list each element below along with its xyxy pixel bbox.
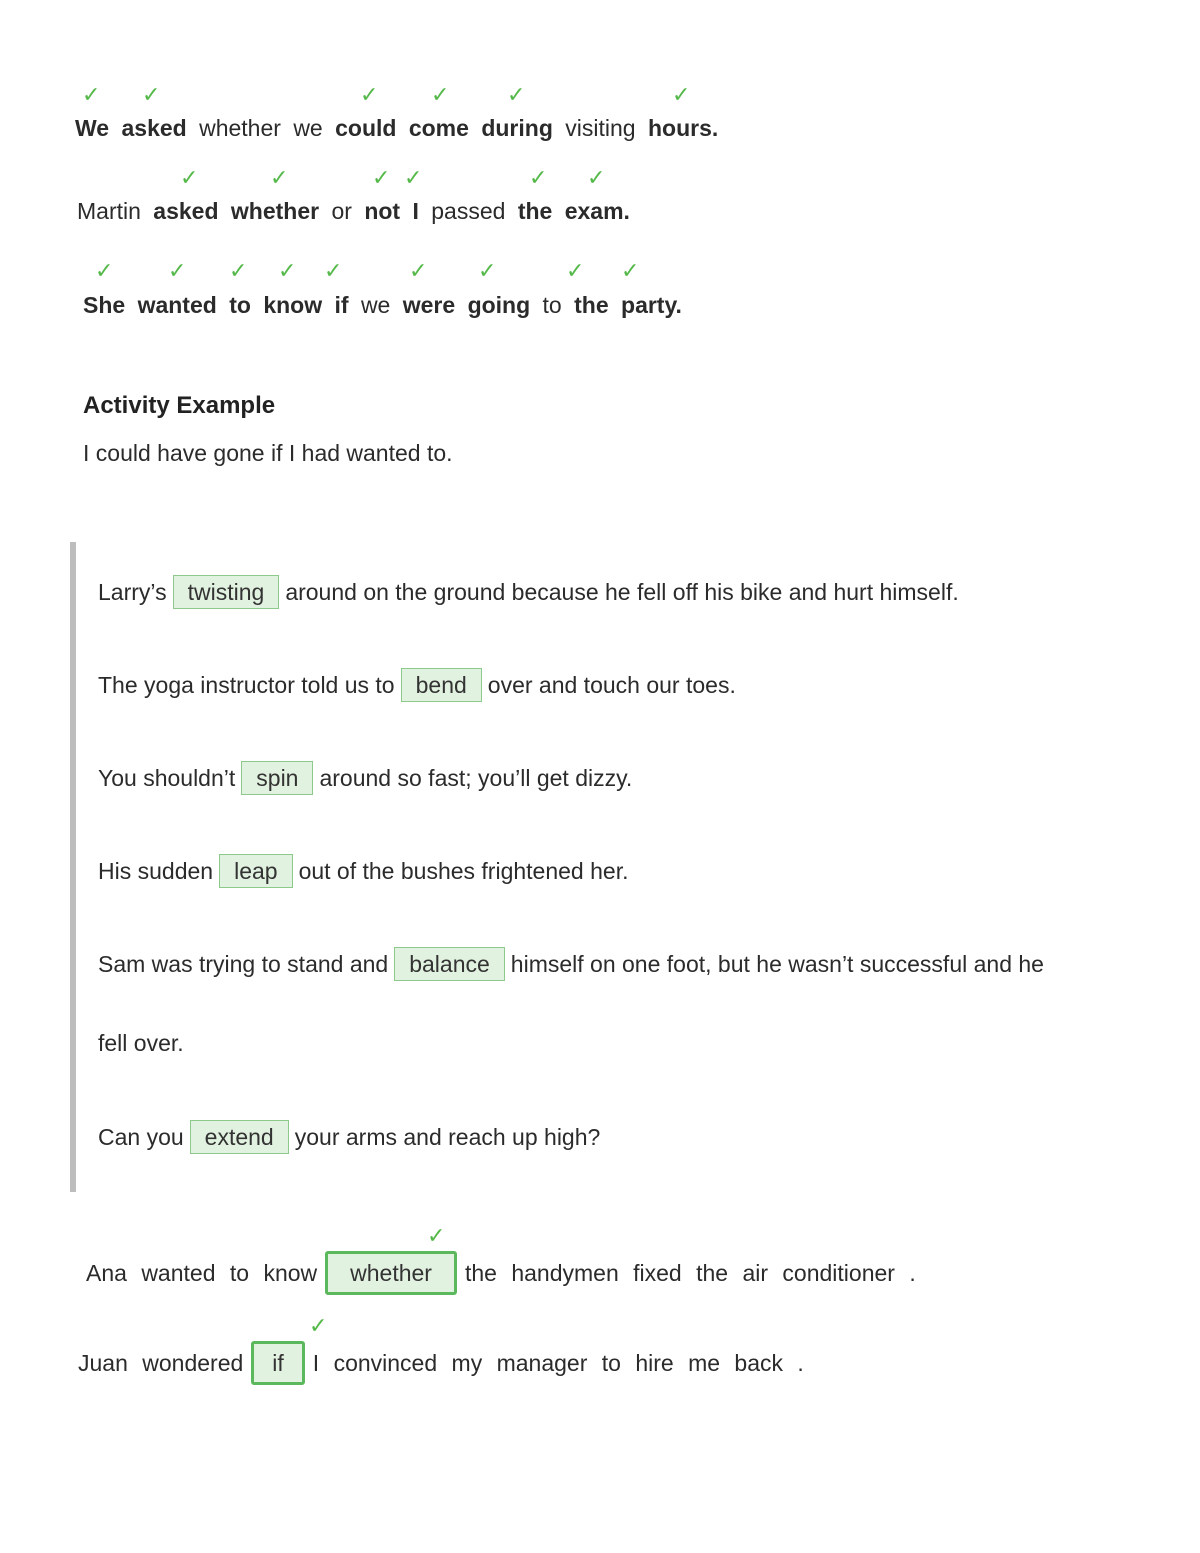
word: party.: [621, 292, 682, 318]
word: we: [293, 115, 323, 141]
activity-sentence: I could have gone if I had wanted to.: [83, 440, 453, 466]
sentence-after: over and touch our toes.: [487, 672, 736, 698]
sentence-before: Sam was trying to stand and: [98, 951, 389, 977]
word: were: [402, 292, 456, 318]
quote-sentence: [98, 854, 628, 888]
answer-box[interactable]: balance: [394, 947, 505, 981]
check-icon: ✓: [142, 82, 161, 107]
word: passed: [431, 198, 506, 224]
check-icon: ✓: [478, 258, 497, 283]
check-icon: ✓: [529, 165, 548, 190]
word: come: [408, 115, 469, 141]
sentence-before: You shouldn’t: [98, 765, 236, 791]
answer-box[interactable]: spin: [241, 761, 313, 795]
sentence-after: around so fast; you’ll get dizzy.: [319, 765, 633, 791]
sentence-before: Can you: [98, 1124, 184, 1150]
sentence-before: Ana wanted to know: [86, 1260, 318, 1286]
sentence-text: [75, 113, 724, 143]
quote-sentence: [98, 761, 632, 795]
check-icon: ✓: [427, 1223, 446, 1248]
word: to: [229, 292, 251, 318]
word: could: [335, 115, 397, 141]
quote-sentence: [98, 947, 1044, 981]
sentence-before: His sudden: [98, 858, 214, 884]
check-icon: ✓: [587, 165, 606, 190]
check-icon: ✓: [372, 165, 391, 190]
sentence-after: himself on one foot, but he wasn’t successful and he: [510, 951, 1044, 977]
sentence-after: out of the bushes frightened her.: [298, 858, 629, 884]
check-icon: ✓: [672, 82, 691, 107]
check-icon: ✓: [309, 1313, 328, 1338]
check-icon: ✓: [180, 165, 199, 190]
word: We: [75, 115, 110, 141]
sentence-after: I convinced my manager to hire me back .: [312, 1350, 804, 1376]
check-icon: ✓: [360, 82, 379, 107]
word: visiting: [565, 115, 636, 141]
word: whether: [230, 198, 320, 224]
answer-box[interactable]: whether: [325, 1251, 457, 1295]
answer-sentence: [78, 1341, 804, 1385]
word: we: [360, 292, 391, 318]
sentence-text: [77, 196, 636, 226]
sentence-after: the handymen fixed the air conditioner .: [464, 1260, 916, 1286]
word: know: [263, 292, 323, 318]
sentence-after: your arms and reach up high?: [294, 1124, 601, 1150]
quote-bar: [70, 542, 76, 1192]
answer-sentence: [86, 1251, 916, 1295]
quote-sentence: [98, 575, 959, 609]
answer-box[interactable]: leap: [219, 854, 292, 888]
check-icon: ✓: [82, 82, 101, 107]
check-icon: ✓: [168, 258, 187, 283]
check-icon: ✓: [270, 165, 289, 190]
quote-sentence: [98, 1120, 600, 1154]
word: wanted: [137, 292, 217, 318]
word: I: [412, 198, 419, 224]
answer-box[interactable]: twisting: [173, 575, 280, 609]
sentence-before: Larry’s: [98, 579, 167, 605]
word: going: [467, 292, 531, 318]
word: She: [83, 292, 126, 318]
sentence-text: [83, 290, 688, 320]
activity-heading: Activity Example: [83, 392, 276, 419]
word: the: [517, 198, 553, 224]
word: exam.: [564, 198, 630, 224]
word: during: [481, 115, 553, 141]
check-icon: ✓: [229, 258, 248, 283]
check-icon: ✓: [431, 82, 450, 107]
check-icon: ✓: [409, 258, 428, 283]
check-icon: ✓: [566, 258, 585, 283]
answer-box[interactable]: if: [251, 1341, 305, 1385]
sentence-before: The yoga instructor told us to: [98, 672, 395, 698]
quote-sentence: [98, 668, 736, 702]
word: asked: [153, 198, 219, 224]
check-icon: ✓: [621, 258, 640, 283]
word: not: [364, 198, 401, 224]
word: the: [574, 292, 609, 318]
check-icon: ✓: [507, 82, 526, 107]
word: Martin: [77, 198, 141, 224]
check-icon: ✓: [404, 165, 423, 190]
word: asked: [121, 115, 187, 141]
word: or: [331, 198, 352, 224]
check-icon: ✓: [95, 258, 114, 283]
word: hours.: [647, 115, 719, 141]
check-icon: ✓: [278, 258, 297, 283]
sentence-after: around on the ground because he fell off his bike and hurt himself.: [285, 579, 959, 605]
sentence-before: Juan wondered: [78, 1350, 244, 1376]
word: if: [334, 292, 349, 318]
answer-box[interactable]: extend: [190, 1120, 289, 1154]
check-icon: ✓: [324, 258, 343, 283]
answer-box[interactable]: bend: [401, 668, 482, 702]
word: whether: [199, 115, 281, 141]
quote-sentence-continuation: fell over.: [98, 1030, 184, 1056]
word: to: [542, 292, 562, 318]
